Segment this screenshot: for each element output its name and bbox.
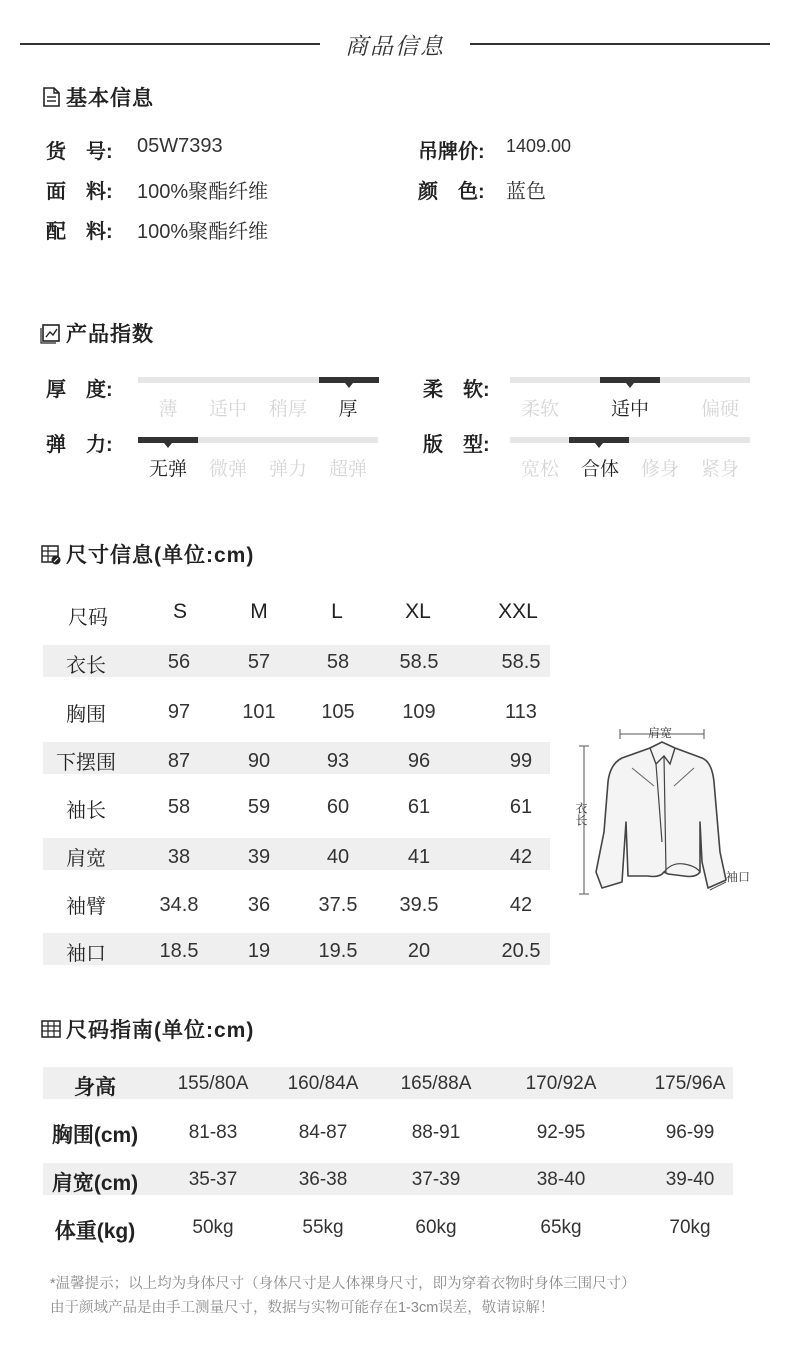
size-cell: 57 bbox=[247, 651, 271, 673]
size-row-label: 下摆围 bbox=[56, 752, 116, 774]
size-cell: 97 bbox=[167, 701, 191, 723]
fit-option-loose: 宽松 bbox=[520, 459, 559, 480]
elasticity-option-super: 超弹 bbox=[328, 459, 367, 480]
size-guide-title: 尺码指南(单位:cm) bbox=[66, 1019, 255, 1042]
size-cell: 19 bbox=[247, 940, 271, 962]
elasticity-option-elastic: 弹力 bbox=[268, 459, 307, 480]
jacket-diagram bbox=[572, 722, 762, 902]
guide-cell: 50kg bbox=[192, 1217, 234, 1238]
size-cell: 36 bbox=[247, 894, 271, 916]
color-label: 颜 色: bbox=[418, 181, 485, 203]
size-cell: 96 bbox=[407, 750, 431, 772]
guide-cell: 55kg bbox=[302, 1217, 344, 1238]
size-cell: 58 bbox=[326, 651, 350, 673]
elasticity-label: 弹 力: bbox=[46, 434, 113, 456]
guide-cell: 39-40 bbox=[665, 1169, 715, 1190]
size-cell: 39 bbox=[247, 846, 271, 868]
document-icon bbox=[40, 86, 62, 108]
size-cell: 90 bbox=[247, 750, 271, 772]
fit-option-slim: 修身 bbox=[640, 459, 679, 480]
fit-option-regular: 合体 bbox=[580, 459, 619, 480]
fit-track bbox=[510, 437, 750, 443]
guide-row-label: 肩宽(cm) bbox=[51, 1172, 139, 1195]
size-row-label: 胸围 bbox=[66, 704, 106, 726]
size-cell: 99 bbox=[509, 750, 533, 772]
size-cell: 93 bbox=[326, 750, 350, 772]
size-cell: 34.8 bbox=[159, 894, 199, 916]
size-col-header-m: M bbox=[250, 600, 268, 623]
thickness-pointer bbox=[345, 383, 353, 388]
size-cell: 20 bbox=[407, 940, 431, 962]
lining-label: 配 料: bbox=[46, 221, 113, 243]
chart-icon bbox=[40, 322, 62, 344]
thickness-label: 厚 度: bbox=[46, 379, 113, 401]
guide-cell: 170/92A bbox=[525, 1073, 597, 1094]
thickness-option-thick: 厚 bbox=[338, 399, 358, 420]
size-cell: 87 bbox=[167, 750, 191, 772]
tag-price-label: 吊牌价: bbox=[418, 141, 485, 163]
guide-cell: 35-37 bbox=[188, 1169, 238, 1190]
item-no-value: 05W7393 bbox=[137, 135, 223, 157]
guide-cell: 88-91 bbox=[411, 1122, 461, 1143]
size-cell: 113 bbox=[505, 701, 537, 723]
size-col-header-s: S bbox=[172, 600, 187, 623]
diagram-length-label: 衣长 bbox=[574, 802, 588, 826]
table-ruler-icon bbox=[40, 543, 62, 565]
size-col-header-size: 尺码 bbox=[68, 607, 108, 629]
guide-cell: 81-83 bbox=[188, 1122, 238, 1143]
size-cell: 42 bbox=[509, 894, 533, 916]
size-cell: 58.5 bbox=[501, 651, 541, 673]
size-col-header-xl: XL bbox=[405, 600, 431, 623]
size-info-title: 尺寸信息(单位:cm) bbox=[66, 544, 255, 567]
thickness-option-slightly-thick: 稍厚 bbox=[268, 399, 307, 420]
guide-cell: 70kg bbox=[669, 1217, 711, 1238]
size-col-header-l: L bbox=[331, 600, 343, 623]
size-cell: 41 bbox=[407, 846, 431, 868]
size-cell: 37.5 bbox=[318, 894, 358, 916]
page-title: 商品信息 bbox=[345, 33, 445, 59]
softness-label: 柔 软: bbox=[423, 379, 490, 401]
size-cell: 58.5 bbox=[399, 651, 439, 673]
thickness-option-thin: 薄 bbox=[158, 399, 178, 420]
size-col-header-xxl: XXL bbox=[498, 600, 538, 623]
diagram-shoulder-label: 肩宽 bbox=[648, 726, 673, 740]
size-cell: 101 bbox=[242, 701, 276, 723]
guide-cell: 175/96A bbox=[654, 1073, 726, 1094]
guide-cell: 92-95 bbox=[536, 1122, 586, 1143]
size-row-label: 袖臂 bbox=[66, 896, 106, 918]
guide-cell: 38-40 bbox=[536, 1169, 586, 1190]
softness-option-medium: 适中 bbox=[610, 399, 649, 420]
size-row-label: 袖口 bbox=[66, 943, 106, 965]
diagram-cuff-label: 袖口 bbox=[726, 870, 751, 884]
header-line-right bbox=[470, 43, 770, 45]
size-cell: 19.5 bbox=[318, 940, 358, 962]
elasticity-option-slight: 微弹 bbox=[208, 459, 247, 480]
softness-option-hard: 偏硬 bbox=[700, 399, 739, 420]
header-line-left bbox=[20, 43, 320, 45]
size-cell: 109 bbox=[402, 701, 436, 723]
size-cell: 42 bbox=[509, 846, 533, 868]
size-cell: 40 bbox=[326, 846, 350, 868]
size-cell: 18.5 bbox=[159, 940, 199, 962]
size-cell: 38 bbox=[167, 846, 191, 868]
fabric-label: 面 料: bbox=[46, 181, 113, 203]
guide-cell: 96-99 bbox=[665, 1122, 715, 1143]
softness-option-soft: 柔软 bbox=[520, 399, 559, 420]
guide-cell: 37-39 bbox=[411, 1169, 461, 1190]
softness-pointer bbox=[626, 383, 634, 388]
guide-cell: 84-87 bbox=[298, 1122, 348, 1143]
fit-option-tight: 紧身 bbox=[700, 459, 739, 480]
grid-table-icon bbox=[40, 1018, 62, 1040]
size-cell: 39.5 bbox=[399, 894, 439, 916]
elasticity-option-none: 无弹 bbox=[148, 459, 187, 480]
guide-cell: 36-38 bbox=[298, 1169, 348, 1190]
size-guide-heading bbox=[40, 1016, 254, 1042]
note-line-1: *温馨提示；以上均为身体尺寸（身体尺寸是人体裸身尺寸，即为穿着衣物时身体三围尺寸） bbox=[50, 1276, 636, 1292]
lining-value: 100%聚酯纤维 bbox=[137, 221, 269, 243]
guide-cell: 60kg bbox=[415, 1217, 457, 1238]
fit-label: 版 型: bbox=[423, 434, 490, 456]
size-cell: 61 bbox=[407, 796, 431, 818]
size-cell: 60 bbox=[326, 796, 350, 818]
guide-row-label: 体重(kg) bbox=[54, 1220, 136, 1243]
item-no-label: 货 号: bbox=[46, 141, 113, 163]
size-cell: 58 bbox=[167, 796, 191, 818]
guide-cell: 160/84A bbox=[287, 1073, 359, 1094]
guide-row-label: 胸围(cm) bbox=[51, 1124, 139, 1147]
size-row-label: 袖长 bbox=[66, 800, 106, 822]
thickness-option-medium: 适中 bbox=[208, 399, 247, 420]
guide-cell: 165/88A bbox=[400, 1073, 472, 1094]
guide-cell: 155/80A bbox=[177, 1073, 249, 1094]
size-cell: 20.5 bbox=[501, 940, 541, 962]
basic-info-heading bbox=[40, 84, 154, 110]
size-cell: 59 bbox=[247, 796, 271, 818]
fabric-value: 100%聚酯纤维 bbox=[137, 181, 269, 203]
product-index-heading bbox=[40, 320, 154, 346]
product-index-title: 产品指数 bbox=[66, 323, 154, 346]
size-cell: 105 bbox=[321, 701, 355, 723]
basic-info-title: 基本信息 bbox=[66, 87, 154, 110]
size-row-label: 衣长 bbox=[66, 655, 106, 677]
note-line-2: 由于颜域产品是由手工测量尺寸，数据与实物可能存在1-3cm误差，敬请谅解！ bbox=[50, 1300, 555, 1316]
size-cell: 61 bbox=[509, 796, 533, 818]
size-cell: 56 bbox=[167, 651, 191, 673]
fit-pointer bbox=[595, 443, 603, 448]
guide-cell: 65kg bbox=[540, 1217, 582, 1238]
size-row-label: 肩宽 bbox=[66, 848, 106, 870]
guide-row-label: 身高 bbox=[74, 1076, 116, 1099]
color-value: 蓝色 bbox=[506, 181, 546, 203]
size-info-heading bbox=[40, 541, 254, 567]
tag-price-value: 1409.00 bbox=[506, 136, 572, 156]
elasticity-pointer bbox=[164, 443, 172, 448]
